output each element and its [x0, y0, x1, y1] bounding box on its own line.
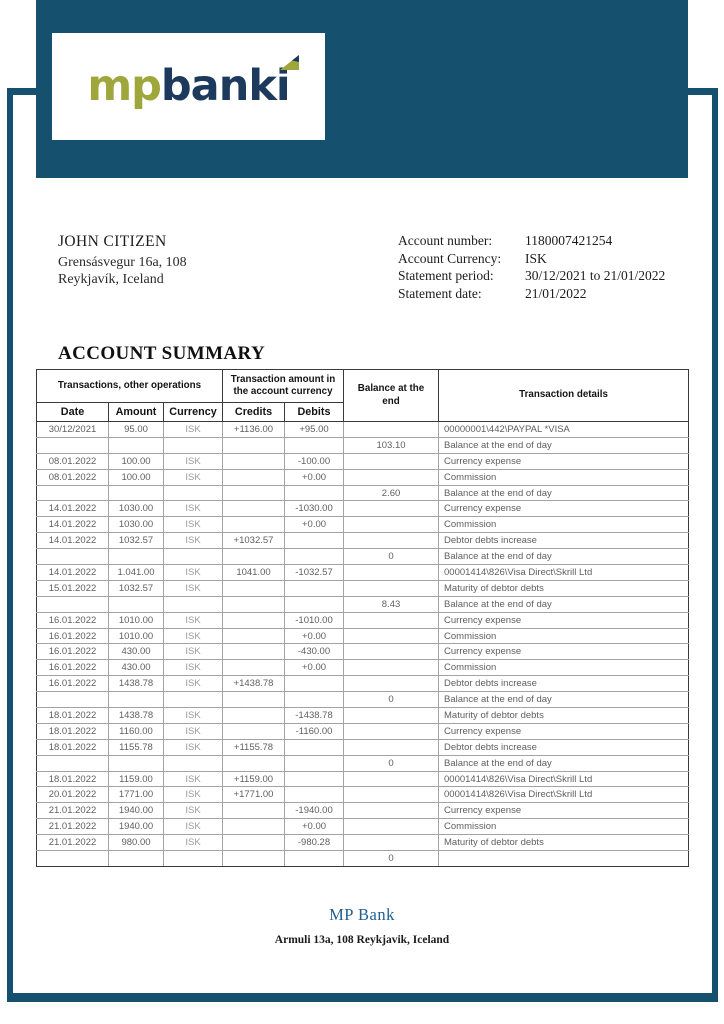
- cell-credits: +1155.78: [223, 739, 285, 755]
- cell-credits: [223, 517, 285, 533]
- cell-debits: [285, 787, 344, 803]
- cell-credits: [223, 723, 285, 739]
- cell-amount: [109, 437, 164, 453]
- cell-credits: +1771.00: [223, 787, 285, 803]
- account-info-value: 21/01/2022: [525, 285, 587, 301]
- cell-amount: [109, 549, 164, 565]
- header-amount-group: Transaction amount in the account currency: [223, 370, 344, 403]
- cell-date: [37, 755, 109, 771]
- cell-credits: [223, 469, 285, 485]
- frame-left-border: [7, 88, 13, 1002]
- cell-credits: +1136.00: [223, 422, 285, 438]
- cell-debits: -1160.00: [285, 723, 344, 739]
- cell-debits: [285, 580, 344, 596]
- cell-debits: -430.00: [285, 644, 344, 660]
- cell-amount: 1010.00: [109, 628, 164, 644]
- cell-credits: [223, 549, 285, 565]
- table-row: [37, 692, 689, 708]
- cell-currency: ISK: [164, 469, 223, 485]
- cell-date: [37, 485, 109, 501]
- cell-amount: 1771.00: [109, 787, 164, 803]
- cell-amount: 1940.00: [109, 819, 164, 835]
- cell-currency: [164, 549, 223, 565]
- cell-details: Balance at the end of day: [439, 485, 689, 501]
- cell-details: Commission: [439, 469, 689, 485]
- cell-currency: ISK: [164, 533, 223, 549]
- statement-table-header: [37, 370, 689, 422]
- account-info-label: Statement period:: [398, 268, 494, 283]
- cell-debits: [285, 771, 344, 787]
- logo-text-mp: mp: [87, 61, 161, 111]
- cell-details: Maturity of debtor debts: [439, 708, 689, 724]
- cell-credits: [223, 453, 285, 469]
- cell-amount: 430.00: [109, 660, 164, 676]
- cell-currency: [164, 485, 223, 501]
- cell-balance: [344, 517, 439, 533]
- sub-header-debits: Debits: [285, 403, 344, 422]
- cell-details: Commission: [439, 819, 689, 835]
- cell-currency: ISK: [164, 612, 223, 628]
- cell-details: Currency expense: [439, 644, 689, 660]
- cell-debits: [285, 851, 344, 867]
- cell-currency: ISK: [164, 676, 223, 692]
- cell-date: 18.01.2022: [37, 723, 109, 739]
- cell-currency: [164, 596, 223, 612]
- cell-details: Currency expense: [439, 612, 689, 628]
- cell-date: 16.01.2022: [37, 676, 109, 692]
- cell-balance: [344, 708, 439, 724]
- table-row: [37, 628, 689, 644]
- cell-date: 21.01.2022: [37, 819, 109, 835]
- cell-details: Currency expense: [439, 723, 689, 739]
- cell-details: 00001414\826\Visa Direct\Skrill Ltd: [439, 771, 689, 787]
- cell-debits: [285, 739, 344, 755]
- cell-credits: [223, 803, 285, 819]
- cell-amount: [109, 485, 164, 501]
- cell-balance: 0: [344, 692, 439, 708]
- cell-credits: [223, 628, 285, 644]
- sub-header-amount: Amount: [109, 403, 164, 422]
- cell-date: 16.01.2022: [37, 660, 109, 676]
- cell-currency: ISK: [164, 723, 223, 739]
- cell-balance: [344, 771, 439, 787]
- cell-credits: [223, 851, 285, 867]
- cell-details: Maturity of debtor debts: [439, 835, 689, 851]
- cell-date: [37, 549, 109, 565]
- customer-block: [58, 233, 187, 288]
- cell-debits: [285, 755, 344, 771]
- table-row: [37, 612, 689, 628]
- cell-currency: [164, 437, 223, 453]
- cell-balance: [344, 787, 439, 803]
- cell-debits: [285, 549, 344, 565]
- cell-date: 14.01.2022: [37, 533, 109, 549]
- header-balance: Balance at the end: [344, 370, 439, 422]
- cell-amount: 1032.57: [109, 580, 164, 596]
- cell-debits: [285, 676, 344, 692]
- cell-debits: [285, 533, 344, 549]
- cell-amount: 1159.00: [109, 771, 164, 787]
- cell-date: 08.01.2022: [37, 469, 109, 485]
- cell-currency: ISK: [164, 628, 223, 644]
- cell-amount: 100.00: [109, 469, 164, 485]
- cell-balance: [344, 469, 439, 485]
- account-info-row: [398, 285, 665, 303]
- customer-name: JOHN CITIZEN: [58, 233, 167, 250]
- cell-currency: ISK: [164, 803, 223, 819]
- table-row: [37, 819, 689, 835]
- account-info-label: Account number:: [398, 233, 493, 248]
- cell-credits: +1159.00: [223, 771, 285, 787]
- cell-credits: [223, 755, 285, 771]
- cell-currency: ISK: [164, 517, 223, 533]
- frame-right-border: [712, 88, 718, 1002]
- sub-header-credits: Credits: [223, 403, 285, 422]
- cell-details: Debtor debts increase: [439, 676, 689, 692]
- cell-date: 14.01.2022: [37, 517, 109, 533]
- header-details: Transaction details: [439, 370, 689, 422]
- cell-credits: [223, 485, 285, 501]
- cell-details: Balance at the end of day: [439, 549, 689, 565]
- cell-currency: ISK: [164, 501, 223, 517]
- cell-debits: -1032.57: [285, 565, 344, 581]
- account-info-block: [398, 232, 665, 302]
- cell-balance: [344, 803, 439, 819]
- account-info-value: 1180007421254: [525, 233, 613, 248]
- cell-amount: 100.00: [109, 453, 164, 469]
- cell-date: [37, 692, 109, 708]
- cell-debits: [285, 692, 344, 708]
- account-info-value: 30/12/2021 to 21/01/2022: [525, 268, 666, 283]
- cell-date: 18.01.2022: [37, 771, 109, 787]
- bank-logo-box: [52, 33, 325, 140]
- table-row: [37, 565, 689, 581]
- cell-amount: 1030.00: [109, 517, 164, 533]
- table-row: [37, 676, 689, 692]
- cell-debits: [285, 485, 344, 501]
- cell-amount: [109, 692, 164, 708]
- cell-details: Currency expense: [439, 501, 689, 517]
- cell-credits: [223, 596, 285, 612]
- statement-table-body: [37, 422, 689, 867]
- cell-currency: ISK: [164, 819, 223, 835]
- cell-amount: 1030.00: [109, 501, 164, 517]
- cell-currency: ISK: [164, 739, 223, 755]
- cell-debits: +0.00: [285, 517, 344, 533]
- account-info-row: [398, 232, 665, 250]
- table-row: [37, 660, 689, 676]
- cell-balance: [344, 453, 439, 469]
- cell-balance: 8.43: [344, 596, 439, 612]
- cell-amount: 95.00: [109, 422, 164, 438]
- cell-date: 21.01.2022: [37, 835, 109, 851]
- cell-currency: ISK: [164, 771, 223, 787]
- footer-bank-address: Armuli 13a, 108 Reykjavik, Iceland: [274, 934, 450, 946]
- account-info-row: [398, 267, 665, 285]
- cell-balance: [344, 835, 439, 851]
- cell-date: 18.01.2022: [37, 739, 109, 755]
- cell-details: Commission: [439, 660, 689, 676]
- table-row: [37, 596, 689, 612]
- cell-currency: ISK: [164, 835, 223, 851]
- cell-balance: [344, 819, 439, 835]
- cell-credits: [223, 644, 285, 660]
- cell-debits: +0.00: [285, 660, 344, 676]
- cell-debits: -1030.00: [285, 501, 344, 517]
- cell-details: Commission: [439, 628, 689, 644]
- logo-text-i: i: [275, 61, 290, 111]
- table-row: [37, 708, 689, 724]
- cell-amount: 980.00: [109, 835, 164, 851]
- cell-details: Commission: [439, 517, 689, 533]
- cell-details: 00001414\826\Visa Direct\Skrill Ltd: [439, 787, 689, 803]
- cell-currency: ISK: [164, 580, 223, 596]
- cell-balance: [344, 533, 439, 549]
- cell-amount: 1438.78: [109, 676, 164, 692]
- table-row: [37, 501, 689, 517]
- cell-date: 18.01.2022: [37, 708, 109, 724]
- cell-balance: [344, 676, 439, 692]
- account-info-row: [398, 250, 665, 268]
- cell-credits: [223, 612, 285, 628]
- table-row: [37, 835, 689, 851]
- cell-debits: -980.28: [285, 835, 344, 851]
- cell-balance: 0: [344, 755, 439, 771]
- table-row: [37, 739, 689, 755]
- cell-debits: [285, 437, 344, 453]
- cell-details: Currency expense: [439, 803, 689, 819]
- cell-date: 14.01.2022: [37, 501, 109, 517]
- cell-balance: [344, 501, 439, 517]
- cell-date: 16.01.2022: [37, 628, 109, 644]
- cell-credits: +1438.78: [223, 676, 285, 692]
- cell-balance: [344, 739, 439, 755]
- cell-credits: [223, 835, 285, 851]
- cell-balance: [344, 723, 439, 739]
- header-transactions-group: Transactions, other operations: [37, 370, 223, 403]
- cell-currency: [164, 755, 223, 771]
- cell-details: Maturity of debtor debts: [439, 580, 689, 596]
- table-row: [37, 469, 689, 485]
- cell-currency: ISK: [164, 453, 223, 469]
- statement-table: [36, 369, 689, 867]
- cell-debits: [285, 596, 344, 612]
- cell-debits: -1940.00: [285, 803, 344, 819]
- cell-date: 08.01.2022: [37, 453, 109, 469]
- bank-logo: [87, 61, 290, 111]
- cell-amount: 1155.78: [109, 739, 164, 755]
- sub-header-currency: Currency: [164, 403, 223, 422]
- table-row: [37, 549, 689, 565]
- cell-date: [37, 437, 109, 453]
- customer-address-line2: Reykjavík, Iceland: [58, 272, 164, 287]
- cell-currency: ISK: [164, 708, 223, 724]
- cell-credits: [223, 580, 285, 596]
- frame-bottom-border: [7, 993, 718, 1002]
- account-info-label: Account Currency:: [398, 250, 502, 266]
- cell-amount: 1.041.00: [109, 565, 164, 581]
- table-row: [37, 851, 689, 867]
- logo-flag-icon: [279, 54, 300, 71]
- cell-credits: [223, 660, 285, 676]
- cell-debits: -1010.00: [285, 612, 344, 628]
- cell-balance: [344, 565, 439, 581]
- cell-debits: +0.00: [285, 628, 344, 644]
- cell-date: 20.01.2022: [37, 787, 109, 803]
- cell-amount: [109, 755, 164, 771]
- cell-balance: 2.60: [344, 485, 439, 501]
- cell-details: Balance at the end of day: [439, 437, 689, 453]
- cell-date: 15.01.2022: [37, 580, 109, 596]
- table-row: [37, 533, 689, 549]
- section-title: ACCOUNT SUMMARY: [58, 343, 266, 364]
- cell-balance: [344, 644, 439, 660]
- table-row: [37, 453, 689, 469]
- table-row: [37, 580, 689, 596]
- table-row: [37, 755, 689, 771]
- cell-balance: [344, 580, 439, 596]
- cell-date: 16.01.2022: [37, 612, 109, 628]
- cell-amount: [109, 851, 164, 867]
- cell-currency: ISK: [164, 787, 223, 803]
- table-row: [37, 517, 689, 533]
- cell-credits: +1032.57: [223, 533, 285, 549]
- cell-amount: 430.00: [109, 644, 164, 660]
- cell-details: Balance at the end of day: [439, 692, 689, 708]
- cell-date: [37, 851, 109, 867]
- account-info-label: Statement date:: [398, 285, 482, 301]
- cell-date: 21.01.2022: [37, 803, 109, 819]
- cell-amount: 1160.00: [109, 723, 164, 739]
- cell-balance: 103.10: [344, 437, 439, 453]
- cell-date: [37, 596, 109, 612]
- cell-details: Currency expense: [439, 453, 689, 469]
- cell-debits: +0.00: [285, 469, 344, 485]
- cell-amount: [109, 596, 164, 612]
- cell-details: Debtor debts increase: [439, 533, 689, 549]
- cell-details: 00001414\826\Visa Direct\Skrill Ltd: [439, 565, 689, 581]
- cell-debits: -100.00: [285, 453, 344, 469]
- footer-bank-name: MP Bank: [329, 905, 395, 924]
- cell-balance: 0: [344, 851, 439, 867]
- cell-currency: ISK: [164, 565, 223, 581]
- cell-credits: [223, 819, 285, 835]
- table-row: [37, 422, 689, 438]
- table-row: [37, 803, 689, 819]
- sub-header-date: Date: [37, 403, 109, 422]
- table-row: [37, 771, 689, 787]
- cell-currency: [164, 692, 223, 708]
- cell-credits: [223, 708, 285, 724]
- cell-currency: ISK: [164, 660, 223, 676]
- cell-amount: 1032.57: [109, 533, 164, 549]
- cell-balance: [344, 612, 439, 628]
- cell-details: Balance at the end of day: [439, 596, 689, 612]
- cell-details: 00000001\442\PAYPAL *VISA: [439, 422, 689, 438]
- cell-currency: ISK: [164, 644, 223, 660]
- cell-debits: +95.00: [285, 422, 344, 438]
- table-row: [37, 644, 689, 660]
- cell-balance: [344, 660, 439, 676]
- cell-credits: [223, 501, 285, 517]
- cell-debits: +0.00: [285, 819, 344, 835]
- cell-date: 16.01.2022: [37, 644, 109, 660]
- cell-balance: 0: [344, 549, 439, 565]
- cell-credits: 1041.00: [223, 565, 285, 581]
- cell-details: Debtor debts increase: [439, 739, 689, 755]
- table-row: [37, 437, 689, 453]
- cell-currency: [164, 851, 223, 867]
- cell-date: 30/12/2021: [37, 422, 109, 438]
- cell-credits: [223, 692, 285, 708]
- cell-details: [439, 851, 689, 867]
- cell-amount: 1438.78: [109, 708, 164, 724]
- cell-balance: [344, 422, 439, 438]
- customer-address-line1: Grensásvegur 16a, 108: [58, 255, 187, 270]
- table-row: [37, 485, 689, 501]
- cell-currency: ISK: [164, 422, 223, 438]
- cell-amount: 1010.00: [109, 612, 164, 628]
- cell-date: 14.01.2022: [37, 565, 109, 581]
- cell-balance: [344, 628, 439, 644]
- table-row: [37, 723, 689, 739]
- table-row: [37, 787, 689, 803]
- cell-details: Balance at the end of day: [439, 755, 689, 771]
- cell-credits: [223, 437, 285, 453]
- cell-debits: -1438.78: [285, 708, 344, 724]
- logo-text-bank: bank: [160, 61, 276, 111]
- account-info-value: ISK: [525, 250, 547, 266]
- cell-amount: 1940.00: [109, 803, 164, 819]
